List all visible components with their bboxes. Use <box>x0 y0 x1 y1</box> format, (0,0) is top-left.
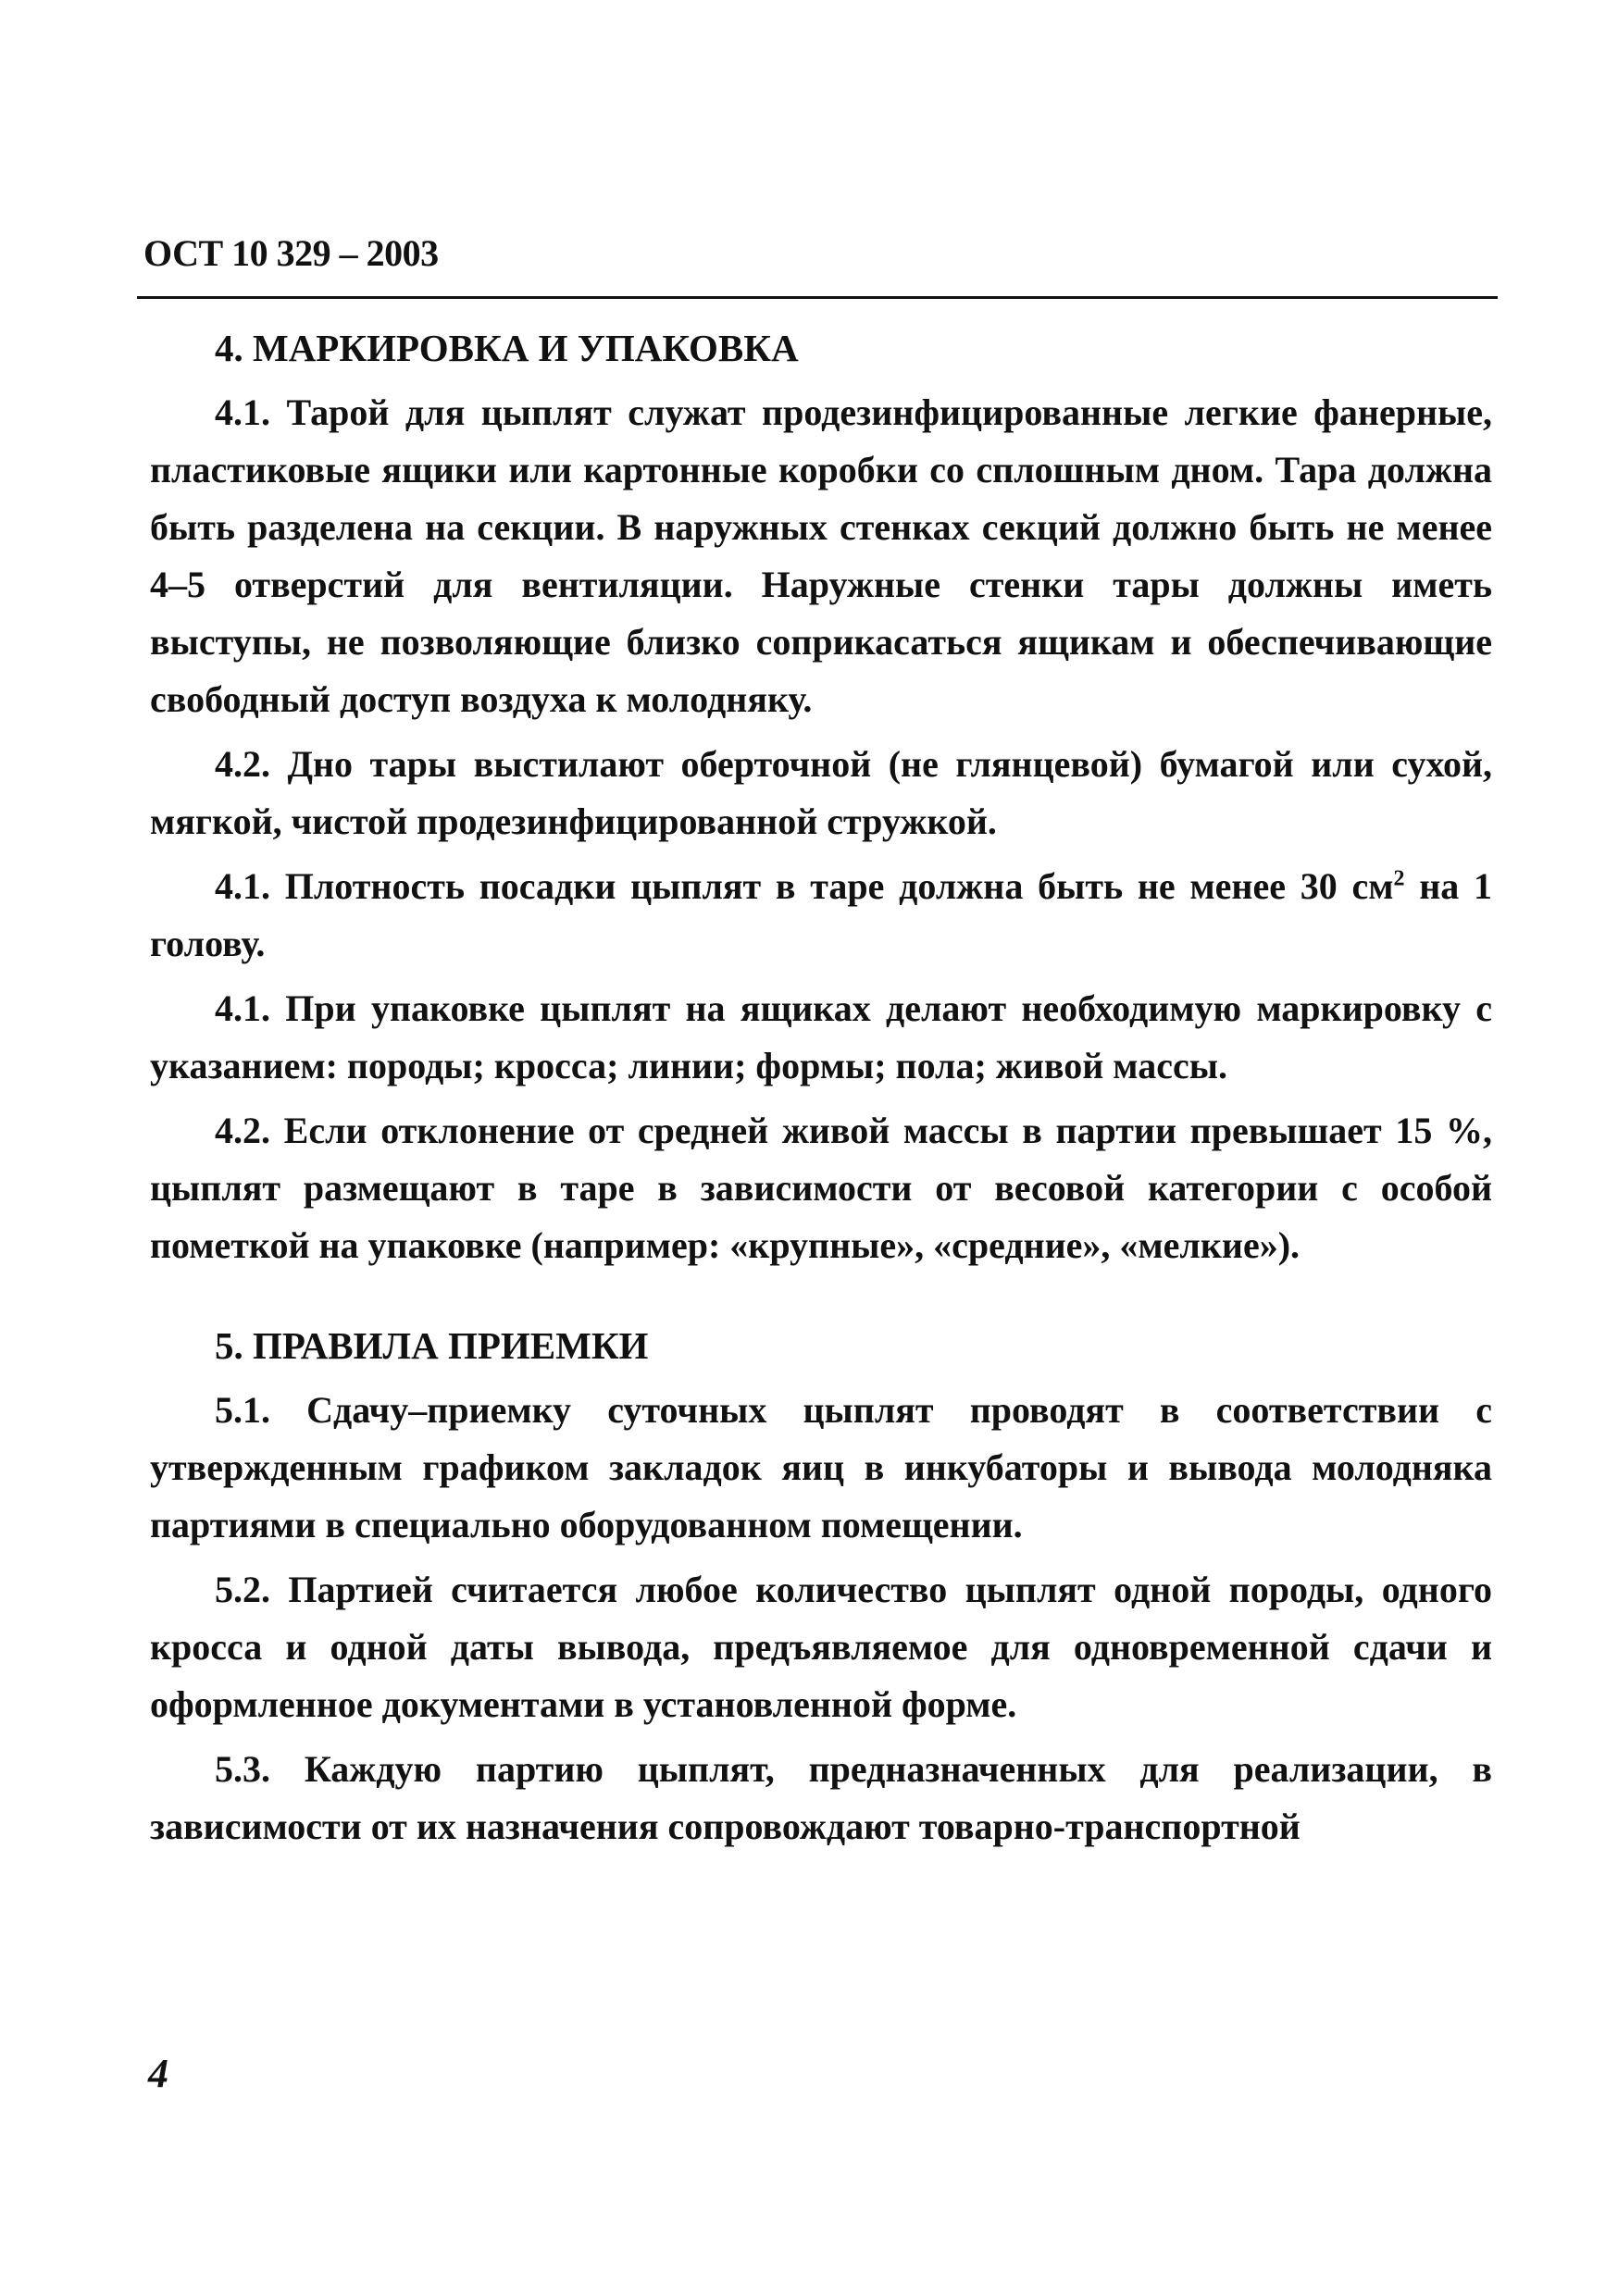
paragraph-4-1-density <box>150 858 1492 973</box>
paragraph-4-2-bedding: 4.2. Дно тары выстилают оберточной (не глянцевой) бумагой или сухой, мягкой, чистой продезинфицированной стружкой. <box>150 743 1492 842</box>
page-number: 4 <box>148 2051 168 2096</box>
section-heading-marking: 4. МАРКИРОВКА И УПАКОВКА <box>215 327 799 369</box>
density-text-end: на 1 голову. <box>150 865 1493 964</box>
header-divider <box>137 296 1498 299</box>
section-heading-acceptance: 5. ПРАВИЛА ПРИЕМКИ <box>215 1324 649 1367</box>
section-spacer <box>150 1282 1492 1317</box>
density-text: 4.1. Плотность посадки цыплят в таре должна быть не менее 30 см <box>215 865 1394 907</box>
density-superscript: 2 <box>1393 866 1405 891</box>
paragraph-4-1-container: 4.1. Тарой для цыплят служат продезинфицированные легкие фанерные, пластиковые ящики или картонные коробки со сплошным дном. Тара должна быть разделена на секции. В наружных стенках секций должно быть не менее 4–5 отверстий для вентиляции. Наружные стенки тары должны иметь выступы, не позволяющие близко соприкасаться ящикам и обеспечивающие свободный доступ воздуха к молодняку. <box>150 391 1492 720</box>
document-body <box>150 319 1492 1863</box>
paragraph-4-2-weight-category: 4.2. Если отклонение от средней живой массы в партии превышает 15 %, цыплят размещают в таре в зависимости от весовой категории с особой пометкой на упаковке (например: «крупные», «средние», «мелкие»). <box>150 1110 1492 1266</box>
document-code-header: ОСТ 10 329 – 2003 <box>143 232 439 274</box>
paragraph-5-3: 5.3. Каждую партию цыплят, предназначенных для реализации, в зависимости от их назначения сопровождают товарно-транспортной <box>150 1748 1492 1847</box>
paragraph-5-1: 5.1. Сдачу–приемку суточных цыплят проводят в соответствии с утвержденным графиком закладок яиц в инкубаторы и вывода молодняка партиями в специально оборудованном помещении. <box>150 1389 1492 1545</box>
paragraph-5-2: 5.2. Партией считается любое количество цыплят одной породы, одного кросса и одной даты вывода, предъявляемое для одновременной сдачи и оформленное документами в установленной форме. <box>150 1569 1492 1725</box>
paragraph-4-1-labeling: 4.1. При упаковке цыплят на ящиках делают необходимую маркировку с указанием: породы; кросса; линии; формы; пола; живой массы. <box>150 987 1492 1086</box>
